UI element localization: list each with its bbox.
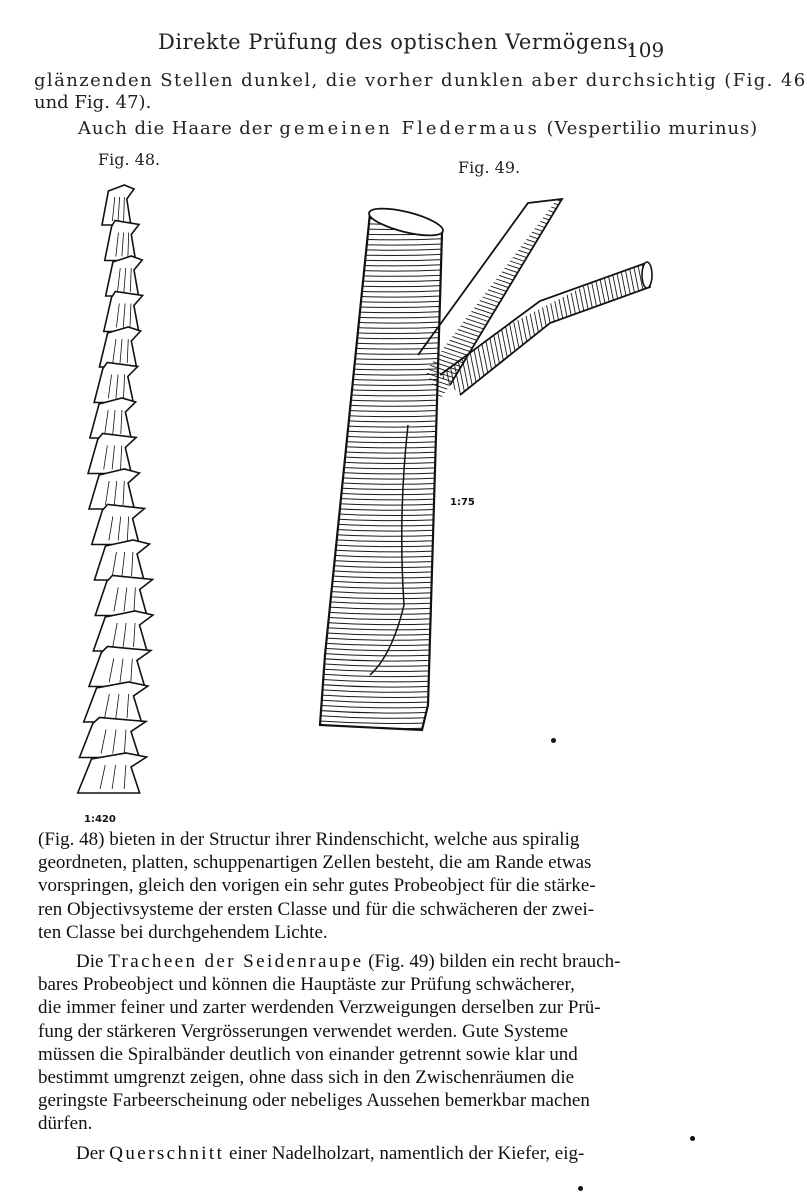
figure-49-label: Fig. 49. xyxy=(458,158,521,177)
intro-line-3-prefix: Auch die Haare der xyxy=(78,118,280,139)
paragraph-3-prefix: Der xyxy=(76,1142,110,1164)
paragraph-1-line-2: geordneten, platten, schuppenartigen Zellen besteht, die am Rande etwas xyxy=(38,852,592,874)
intro-line-3-spaced: gemeinen Fledermaus xyxy=(279,118,540,139)
paragraph-1-line-3: vorspringen, gleich den vorigen ein sehr gutes Probeobject für die stärke- xyxy=(38,875,596,897)
intro-line-2: und Fig. 47). xyxy=(34,92,152,113)
paragraph-2-line-2: bares Probeobject und können die Hauptäste zur Prüfung schwächerer, xyxy=(38,974,575,996)
print-speck xyxy=(578,1186,583,1191)
paragraph-2-line-3: die immer feiner und zarter werdenden Verzweigungen derselben zur Prü- xyxy=(38,997,601,1019)
paragraph-2-line-8: dürfen. xyxy=(38,1113,93,1135)
paragraph-3-line-1 xyxy=(38,1142,686,1165)
figure-48-bat-hair-illustration xyxy=(60,175,180,810)
paragraph-3-spaced: Querschnitt xyxy=(109,1142,225,1164)
paragraph-1-line-1: (Fig. 48) bieten in der Structur ihrer Rindenschicht, welche aus spiralig xyxy=(38,829,580,850)
intro-line-3-suffix: (Vespertilio murinus) xyxy=(539,118,759,139)
paragraph-2-line-4: fung der stärkeren Vergrösserungen verwendet werden. Gute Systeme xyxy=(38,1020,569,1042)
paragraph-2-line-1 xyxy=(38,950,686,973)
paragraph-2-line-6: bestimmt umgrenzt zeigen, ohne dass sich in den Zwischenräumen die xyxy=(38,1067,575,1089)
print-speck xyxy=(690,1136,695,1141)
intro-line-3 xyxy=(78,118,758,139)
paragraph-2-line-7: geringste Farbeerscheinung oder nebeliges Aussehen bemerkbar machen xyxy=(38,1090,590,1112)
print-speck xyxy=(551,738,556,743)
body-text xyxy=(38,828,686,1165)
paragraph-1-line-5: ten Classe bei durchgehendem Lichte. xyxy=(38,921,328,943)
figure-48-label: Fig. 48. xyxy=(98,150,161,169)
paragraph-2-prefix: Die xyxy=(76,951,109,973)
paragraph-2-line-5: müssen die Spiralbänder deutlich von einander getrennt sowie klar und xyxy=(38,1043,578,1065)
paragraph-2-spaced: Tracheen der Seidenraupe xyxy=(108,951,364,973)
figure-49-scale: 1:75 xyxy=(450,497,475,508)
running-header: Direkte Prüfung des optischen Vermögens. xyxy=(158,30,636,54)
paragraph-2-suffix: (Fig. 49) bilden ein recht brauch- xyxy=(363,951,621,973)
paragraph-3-suffix: einer Nadelholzart, namentlich der Kiefer, eig- xyxy=(224,1142,585,1164)
figure-48-scale: 1:420 xyxy=(84,814,116,825)
figure-49-trachea-illustration xyxy=(300,185,670,745)
intro-line-1: glänzenden Stellen dunkel, die vorher dunklen aber durchsichtig (Fig. 46 xyxy=(34,70,807,91)
paragraph-1-line-4: ren Objectivsysteme der ersten Classe und für die schwächeren der zwei- xyxy=(38,898,595,920)
page-number: 109 xyxy=(626,38,665,62)
